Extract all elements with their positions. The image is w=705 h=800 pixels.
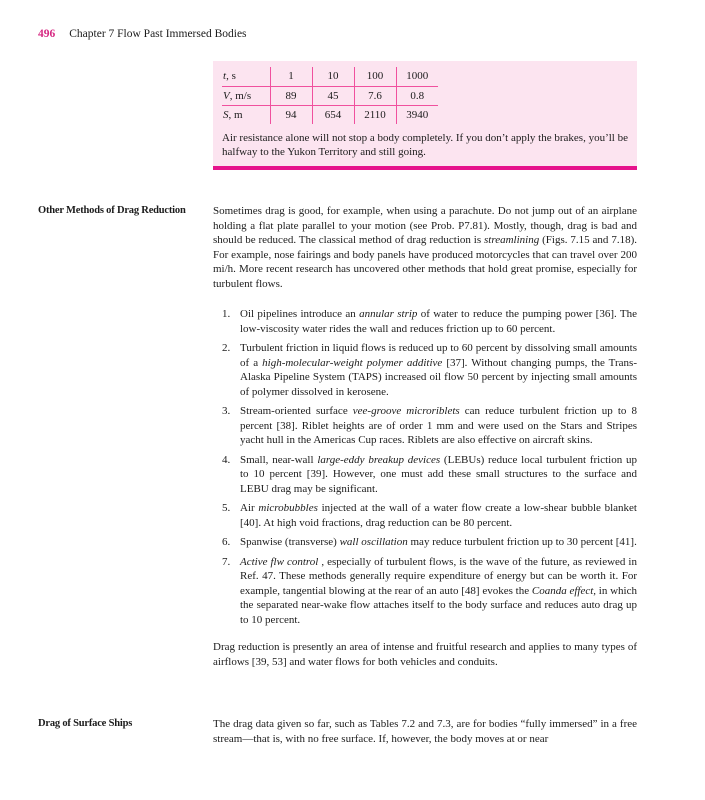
list-item [213, 453, 637, 497]
table-cell: 89 [270, 86, 312, 105]
list-item-text: Oil pipelines introduce an annular strip of water to reduce the pumping power [36]. The low-viscosity water rides the wall and reduces friction up to 60 percent. [240, 308, 637, 335]
list-item-number: 3. [222, 405, 231, 417]
intro-paragraph: Sometimes drag is good, for example, when using a parachute. Do not jump out of an airplane holding a flat plate parallel to your motion (see Prob. P7.81). Mostly, though, drag is bad and should be reduced. The classical method of drag reduction is streamlining (Figs. 7.15 and 7.18). For example, nose fairings and body panels have produced motorcycles that can travel over 200 mi/h. More recent research has uncovered other methods that hold great promise, especially for turbulent flows. [213, 205, 637, 290]
deceleration-data-table [222, 67, 438, 124]
closing-paragraph: Drag reduction is presently an area of intense and fruitful research and applies to many types of airflows [39, 53] and water flows for both vehicles and conduits. [213, 641, 637, 668]
table-cell: 10 [312, 67, 354, 86]
table-row-label: S, m [223, 108, 243, 121]
table-cell: 1 [270, 67, 312, 86]
section-body-surface-ships [213, 717, 637, 746]
table-row-label: V, m/s [222, 86, 270, 105]
list-item-number: 6. [222, 536, 231, 548]
list-item [213, 501, 637, 530]
list-item [213, 555, 637, 628]
table-cell: 1000 [396, 67, 438, 86]
intro-paragraph: The drag data given so far, such as Tables 7.2 and 7.3, are for bodies “fully immersed” in a free stream—that is, with no free surface. If, however, the body moves at or near [213, 718, 637, 745]
table-row [222, 86, 438, 105]
list-item-text: Spanwise (transverse) wall oscillation may reduce turbulent friction up to 30 percent [41]. [240, 536, 637, 548]
table-cell: 2110 [354, 105, 396, 124]
callout-caption: Air resistance alone will not stop a body completely. If you don’t apply the brakes, you’ll be halfway to the Yukon Territory and still going. [222, 132, 628, 158]
table-cell: 7.6 [354, 86, 396, 105]
list-item-text: Turbulent friction in liquid flows is reduced up to 60 percent by dissolving small amounts of a high-molecular-weight polymer additive [37]. Without changing pumps, the Trans-Alaska Pipeline System (TAPS) increased oil flow 50 percent by injecting small amounts of polymer dissolved in kerosene. [240, 342, 637, 398]
section-body-other-methods [213, 204, 637, 669]
list-item-text: Stream-oriented surface vee-groove microriblets can reduce turbulent friction up to 8 percent [38]. Riblet heights are of order 1 mm and were used on the Stars and Stripes yacht hull in the Americas Cup races. Riblets are also effective on aircraft skins. [240, 405, 637, 446]
table-cell: 654 [312, 105, 354, 124]
list-item-text: Active flw control , especially of turbulent flows, is the wave of the future, as reviewed in Ref. 47. These methods generally require expenditure of energy but can be worth it. For example, tangential blowing at the rear of an auto [48] evokes the Coanda effect, in which the separated near-wake flow attaches itself to the body surface and reduces auto drag up to 10 percent. [240, 555, 637, 626]
list-item [213, 404, 637, 448]
table-cell: 3940 [396, 105, 438, 124]
table-row [222, 67, 438, 86]
list-item [213, 535, 637, 550]
list-item [213, 307, 637, 336]
list-item-number: 1. [222, 308, 231, 320]
table-cell: 45 [312, 86, 354, 105]
drag-reduction-list [213, 307, 637, 627]
table-row [222, 105, 438, 124]
list-item-text: Small, near-wall large-eddy breakup devices (LEBUs) reduce local turbulent friction up to 10 percent [39]. However, one must add these small structures to the surface and LEBU drag may be significant. [240, 453, 637, 495]
table-cell: 100 [354, 67, 396, 86]
running-head [38, 28, 247, 40]
list-item-number: 4. [222, 453, 231, 466]
callout-box [213, 61, 637, 170]
section-heading-other-methods: Other Methods of Drag Reduction [38, 205, 186, 216]
list-item [213, 341, 637, 399]
list-item-text: Air microbubbles injected at the wall of a water flow create a low-shear bubble blanket [40]. At high void fractions, drag reduction can be 80 percent. [240, 502, 637, 529]
table-cell: 94 [270, 105, 312, 124]
page-number: 496 [38, 28, 56, 40]
list-item-number: 7. [222, 555, 231, 568]
list-item-number: 2. [222, 342, 231, 354]
table-cell: 0.8 [396, 86, 438, 105]
chapter-header: Chapter 7 Flow Past Immersed Bodies [69, 28, 247, 40]
table-row-label: t, s [222, 67, 270, 86]
list-item-number: 5. [222, 502, 231, 514]
section-heading-surface-ships: Drag of Surface Ships [38, 718, 133, 729]
